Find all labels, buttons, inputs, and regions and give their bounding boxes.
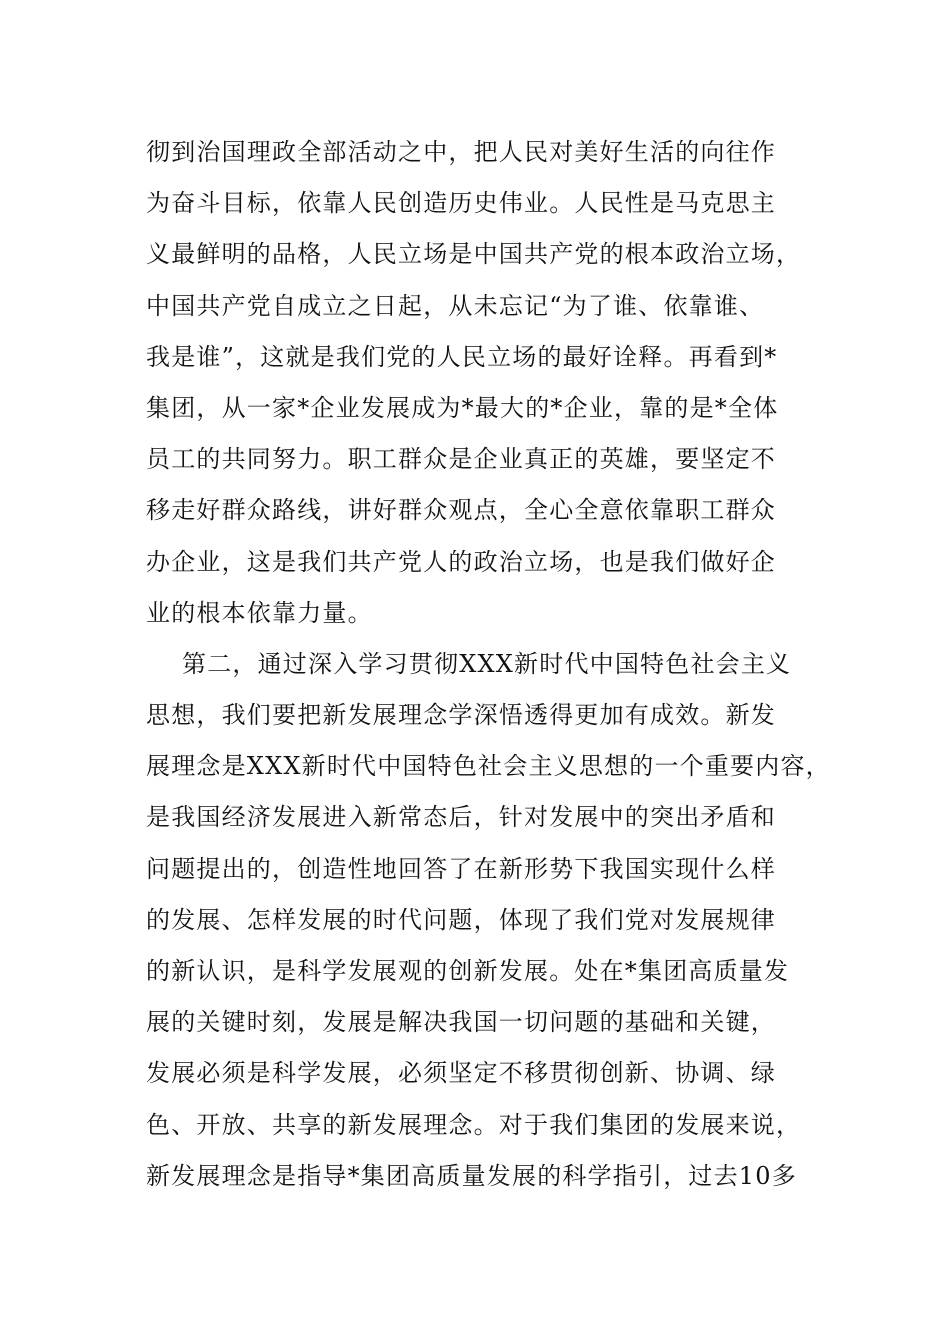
- text-line: 问题提出的，创造性地回答了在新形势下我国实现什么样: [146, 854, 776, 883]
- text-line: 发展必须是科学发展，必须坚定不移贯彻创新、协调、绿: [146, 1059, 776, 1088]
- paragraph-start-line: 第二，通过深入学习贯彻XXX新时代中国特色社会主义: [182, 649, 792, 678]
- text-line: 中国共产党自成立之日起，从未忘记“为了谁、依靠谁、: [146, 291, 765, 320]
- text-line: 的新认识，是科学发展观的创新发展。处在*集团高质量发: [146, 957, 790, 985]
- text-line: 是我国经济发展进入新常态后，针对发展中的突出矛盾和: [146, 803, 776, 832]
- text-line: 集团，从一家*企业发展成为*最大的*企业，靠的是*全体: [146, 393, 779, 422]
- text-line: 色、开放、共享的新发展理念。对于我们集团的发展来说，: [146, 1110, 802, 1139]
- text-line: 新发展理念是指导*集团高质量发展的科学指引，过去10多: [146, 1161, 797, 1190]
- text-line: 展理念是XXX新时代中国特色社会主义思想的一个重要内容，: [146, 752, 831, 781]
- text-line: 办企业，这是我们共产党人的政治立场，也是我们做好企: [146, 547, 776, 576]
- text-line: 彻到治国理政全部活动之中，把人民对美好生活的向往作: [146, 138, 776, 166]
- text-line: 思想，我们要把新发展理念学深悟透得更加有成效。新发: [146, 701, 776, 730]
- text-line: 展的关键时刻，发展是解决我国一切问题的基础和关键，: [146, 1008, 776, 1037]
- text-line: 为奋斗目标，依靠人民创造历史伟业。人民性是马克思主: [146, 189, 776, 218]
- text-line: 我是谁”，这就是我们党的人民立场的最好诠释。再看到*: [146, 342, 778, 371]
- text-line: 义最鲜明的品格，人民立场是中国共产党的根本政治立场，: [146, 240, 802, 269]
- text-line: 业的根本依靠力量。: [146, 598, 373, 627]
- text-line: 的发展、怎样发展的时代问题，体现了我们党对发展规律: [146, 905, 776, 934]
- body-text: [146, 131, 836, 1206]
- text-line: 员工的共同努力。职工群众是企业真正的英雄，要坚定不: [146, 445, 776, 474]
- text-line: 移走好群众路线，讲好群众观点，全心全意依靠职工群众: [146, 496, 776, 525]
